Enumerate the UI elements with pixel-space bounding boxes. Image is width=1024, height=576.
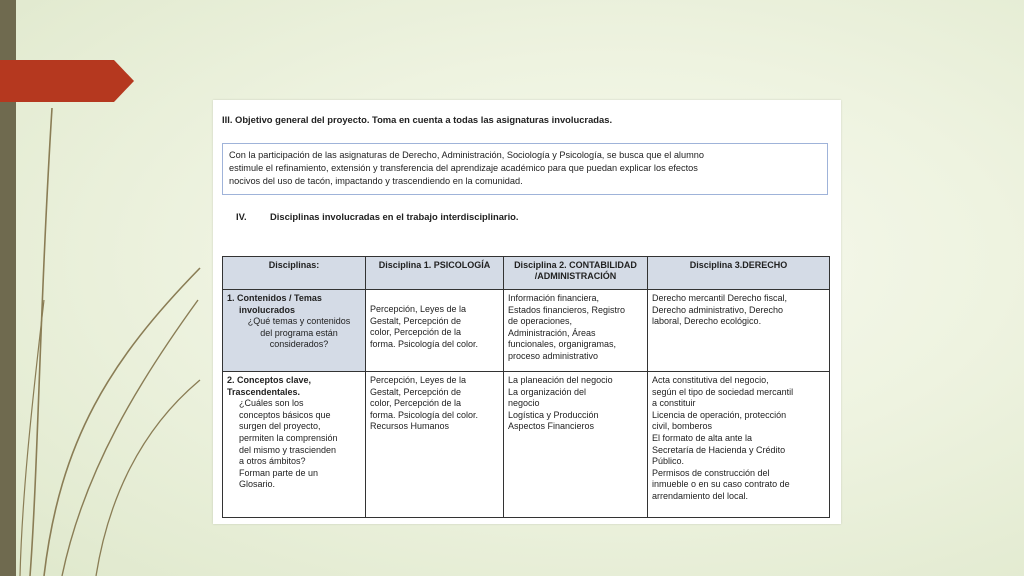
- cell-line: Secretaría de Hacienda y Crédito: [652, 444, 786, 455]
- cell-line: Derecho administrativo, Derecho: [652, 304, 784, 315]
- cell-line: Público.: [652, 456, 685, 467]
- cell-line: Percepción, Leyes de la: [370, 375, 467, 385]
- cell-line: arrendamiento del local.: [652, 490, 749, 501]
- row2-contabilidad-cell: [504, 372, 648, 518]
- cell-line: Licencia de operación, protección: [652, 409, 787, 420]
- header-disciplinas: Disciplinas:: [223, 257, 366, 290]
- header-psicologia: Disciplina 1. PSICOLOGÍA: [366, 257, 504, 290]
- row1-title: 1. Contenidos / Temas: [227, 293, 322, 303]
- cell-line: Administración, Áreas: [508, 327, 596, 338]
- cell-line: Derecho mercantil Derecho fiscal,: [652, 293, 788, 303]
- row2-derecho-cell: [648, 372, 830, 518]
- cell-line: forma. Psicología del color.: [370, 409, 479, 420]
- cell-line: Logística y Producción: [508, 409, 599, 420]
- row1-contabilidad-cell: [504, 290, 648, 372]
- row2-title: 2. Conceptos clave,: [227, 375, 312, 385]
- row2-question: Glosario.: [239, 479, 276, 490]
- cell-line: Información financiera,: [508, 293, 600, 303]
- row2-psicologia-cell: [366, 372, 504, 518]
- cell-line: Permisos de construcción del: [652, 467, 770, 478]
- cell-line: Estados financieros, Registro: [508, 304, 626, 315]
- row1-question: del programa están: [260, 327, 338, 338]
- cell-line: La planeación del negocio: [508, 375, 613, 385]
- row2-header-cell: [223, 372, 366, 518]
- cell-line: según el tipo de sociedad mercantil: [652, 386, 794, 397]
- section4-title: Disciplinas involucradas en el trabajo interdisciplinario.: [270, 211, 519, 222]
- row1-psicologia-cell: [366, 290, 504, 372]
- cell-line: Percepción, Leyes de la: [370, 304, 467, 314]
- header-contabilidad: Disciplina 2. CONTABILIDAD /ADMINISTRACIÓN: [504, 257, 648, 290]
- cell-line: inmueble o en su caso contrato de: [652, 479, 790, 490]
- header-derecho: Disciplina 3.DERECHO: [648, 257, 830, 290]
- cell-line: civil, bomberos: [652, 421, 713, 432]
- objective-box: [222, 143, 828, 195]
- row1-derecho-cell: [648, 290, 830, 372]
- row2-question: permiten la comprensión: [239, 432, 338, 443]
- cell-line: Gestalt, Percepción de: [370, 315, 462, 326]
- cell-line: negocio: [508, 398, 540, 409]
- decorative-grass-lines: [0, 0, 240, 576]
- cell-line: forma. Psicología del color.: [370, 338, 479, 349]
- table-row: [223, 372, 830, 518]
- row2-question: ¿Cuáles son los: [239, 398, 304, 409]
- cell-line: Gestalt, Percepción de: [370, 386, 462, 397]
- objective-line: Con la participación de las asignaturas de Derecho, Administración, Sociología y Psicología, se busca que el alumno: [229, 150, 704, 160]
- row1-question: considerados?: [269, 339, 329, 350]
- objective-line: estimule el refinamiento, extensión y transferencia del aprendizaje académico para que puedan explicar los efectos: [229, 163, 698, 174]
- section4-heading: [236, 211, 519, 222]
- cell-line: Aspectos Financieros: [508, 421, 595, 432]
- cell-line: La organización del: [508, 386, 587, 397]
- cell-line: de operaciones,: [508, 316, 573, 327]
- row2-question: a otros ámbitos?: [239, 456, 306, 467]
- row1-title-cont: involucrados: [239, 304, 296, 315]
- cell-line: Acta constitutiva del negocio,: [652, 375, 769, 385]
- cell-line: color, Percepción de la: [370, 327, 462, 338]
- cell-line: a constituir: [652, 398, 696, 409]
- row2-question: conceptos básicos que: [239, 409, 331, 420]
- table-header-row: [223, 257, 830, 290]
- cell-line: proceso administrativo: [508, 350, 599, 361]
- row2-question: Forman parte de un: [239, 467, 319, 478]
- cell-line: El formato de alta ante la: [652, 432, 753, 443]
- cell-line: laboral, Derecho ecológico.: [652, 316, 762, 327]
- disciplines-table: [222, 256, 830, 518]
- cell-line: color, Percepción de la: [370, 398, 462, 409]
- document-image: [213, 100, 841, 524]
- cell-line: funcionales, organigramas,: [508, 339, 617, 350]
- table-row: [223, 290, 830, 372]
- section3-heading: III. Objetivo general del proyecto. Toma en cuenta a todas las asignaturas involucradas.: [222, 114, 613, 125]
- section4-number: IV.: [236, 211, 247, 222]
- row2-question: surgen del proyecto,: [239, 421, 321, 432]
- cell-line: Recursos Humanos: [370, 421, 450, 432]
- objective-line: nocivos del uso de tacón, impactando y trascendiendo en la comunidad.: [229, 176, 523, 187]
- row2-question: del mismo y trascienden: [239, 444, 337, 455]
- row1-header-cell: [223, 290, 366, 372]
- row1-question: ¿Qué temas y contenidos: [247, 316, 351, 327]
- row2-title-cont: Trascendentales.: [227, 386, 301, 397]
